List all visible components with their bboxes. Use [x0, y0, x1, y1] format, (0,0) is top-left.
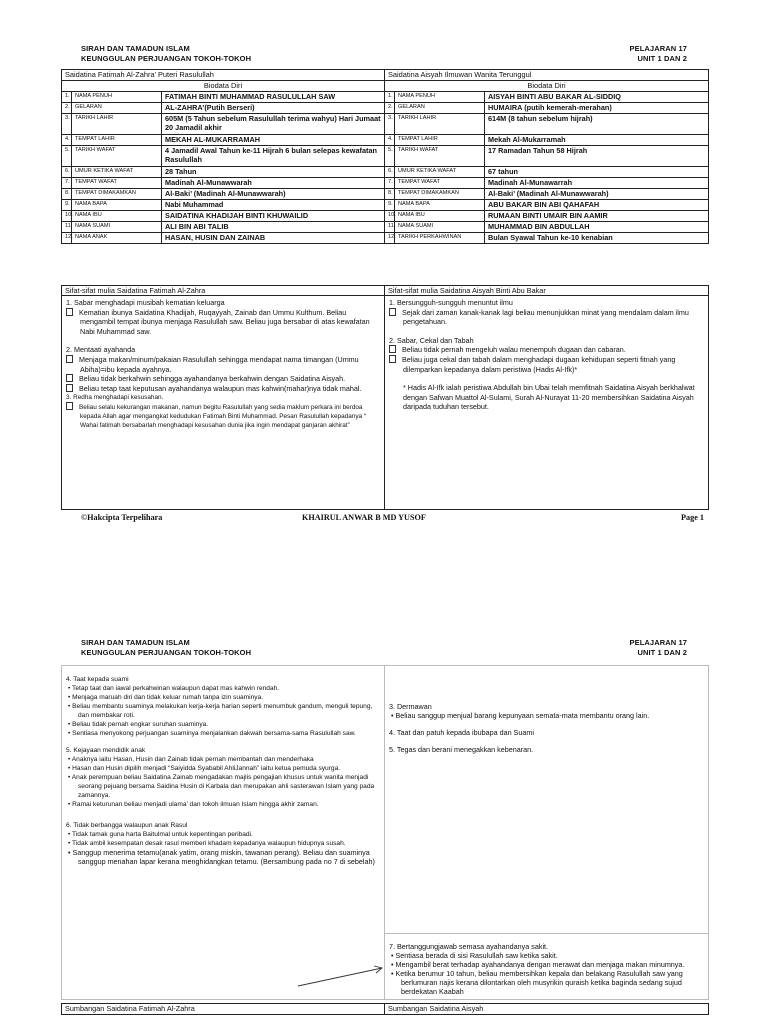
page-2: [0, 540, 768, 1024]
fatimah-contributions-title: Sumbangan Saidatina Fatimah Al-Zahra: [62, 1004, 385, 1015]
list-item: • Anaknya iaitu Hasan, Husin dan Zainab tidak pernah membantah dan menderhaka: [68, 756, 314, 763]
list-item: • Tidak ambil kesempatan desak rasul memberi khadam kepadanya walaupun hidupnya susah.: [68, 840, 346, 847]
trait-heading: 5. Kejayaan mendidik anak: [66, 747, 146, 754]
author-name: KHAIRUL ANWAR B MD YUSOF: [302, 513, 426, 522]
list-item: • Mengambil berat terhadap ayahandanya dengan merawat dan menjaga makan minumnya.: [391, 960, 685, 969]
subject-title: SIRAH DAN TAMADUN ISLAM: [81, 638, 190, 647]
trait-heading: 3. Dermawan: [389, 702, 432, 711]
checkbox-bullet-icon: [66, 374, 73, 382]
list-item: • Beliau tidak pernah engkar suruhan suaminya.: [68, 721, 209, 728]
checkbox-bullet-icon: [389, 345, 396, 353]
trait-point: Beliau tidak pernah mengeluh walau menempuh dugaan dan cabaran.: [402, 345, 626, 355]
page-number: Page 1: [681, 513, 704, 522]
copyright-text: ©Hakcipta Terpelihara: [81, 513, 163, 522]
list-item: • Sentiasa menyokong perjuangan suaminya menjalankan dakwah bersama-sama Rasulullah saw.: [68, 730, 356, 737]
biodata-subheading: Biodata Diri: [62, 81, 385, 92]
list-item: • Hasan dan Husin dipilih menjadi “Saiyidda Syababil AhliJannah” iaitu ketua pemuda syurga.: [68, 765, 341, 772]
unit-label: UNIT 1 DAN 2: [637, 648, 687, 657]
aisyah-traits-cell: [385, 296, 709, 510]
list-item: • Sentiasa berada di sisi Rasulullah saw ketika sakit.: [391, 951, 558, 960]
biodata-subheading: Biodata Diri: [385, 81, 709, 92]
fatimah-section-title: Saidatina Fatimah Al-Zahra’ Puteri Rasulullah: [62, 70, 385, 81]
biodata-table: [61, 69, 709, 244]
traits-table: [61, 285, 709, 510]
topic-title: KEUNGGULAN PERJUANGAN TOKOH-TOKOH: [81, 54, 252, 63]
aisyah-section-title: Saidatina Aisyah Ilmuwan Wanita Terunggul: [385, 70, 709, 81]
list-item: • Anak perempuan beliau Saidatina Zainab mengadakan majlis pengajian khusus untuk wanita menjadi seorang pejuang bersama Saidina Husin di Karbala dan merupakan ahli sasterawan Islam yang pada zamannya.: [68, 774, 375, 799]
checkbox-bullet-icon: [389, 308, 396, 316]
trait-heading: 2. Sabar, Cekal dan Tabah: [389, 335, 474, 345]
hadis-ifk-note: * Hadis Al-Ifk ialah peristiwa Abdullah bin Ubai telah memfitnah Saidatina Aisyah berkhalwat dengan Safwan Muattol Al-Sulami, Surah Al-Nurayat 11-20 membersihkan Saidatina Aisyah daripada tuduhan tersebut.: [403, 383, 695, 412]
list-item: • Beliau membantu suaminya melakukan kerja-kerja harian seperti menumbuk gandum, menguli tepung, dan membakar roti.: [68, 703, 373, 719]
subject-title: SIRAH DAN TAMADUN ISLAM: [81, 44, 190, 53]
topic-title: KEUNGGULAN PERJUANGAN TOKOH-TOKOH: [81, 648, 252, 657]
biodata-row: 12. NAMA ANAK HASAN, HUSIN DAN ZAINAB 12. TARIKH PERKAHWINAN Bulan Syawal Tahun ke-10 kenabian: [62, 233, 709, 244]
trait-point: Beliau tetap taat keputusan ayahandanya walaupun mas kahwin(mahar)nya tidak mahal.: [79, 383, 362, 393]
trait-heading: 4. Taat kepada suami: [66, 676, 129, 683]
trait-point: Kematian ibunya Saidatina Khadijah, Ruqayyah, Zainab dan Ummu Kulthum. Beliau mengambil tempat ibunya menjaga Rasulullah saw. Beliau juga bersabar di atas kewafatan Nabi Muhammad saw.: [79, 307, 370, 336]
biodata-row: 10. NAMA IBU SAIDATINA KHADIJAH BINTI KHUWAILID 10. NAMA IBU RUMAAN BINTI UMAIR BIN AAMIR: [62, 211, 709, 222]
biodata-row: 7. TEMPAT WAFAT Madinah Al-Munawwarah 7. TEMPAT WAFAT Madinah Al-Munawarrah: [62, 178, 709, 189]
checkbox-bullet-icon: [66, 402, 73, 410]
lesson-number: PELAJARAN 17: [629, 638, 687, 647]
trait-heading: 6. Tidak berbangga walaupun anak Rasul: [66, 822, 188, 829]
trait-heading: 1. Sabar menghadapi musibah kematian keluarga: [66, 298, 225, 307]
list-item: • Ramai keturunan beliau menjadi ulama’ dan tokoh ilmuan Islam hingga akhir zaman.: [68, 801, 319, 808]
trait-heading: 3. Redha menghadapi kesusahan.: [66, 394, 164, 402]
trait-heading: 2. Mentaati ayahanda: [66, 345, 136, 355]
biodata-row: 9. NAMA BAPA Nabi Muhammad 9. NAMA BAPA ABU BAKAR BIN ABI QAHAFAH: [62, 200, 709, 211]
trait-point: Menjaga makan/minum/pakaian Rasulullah sehingga mendapat nama timangan (Ummu Abiha)=ibu kepada ayahnya.: [79, 354, 359, 374]
biodata-row: 8. TEMPAT DIMAKAMKAN Al-Baki’ (Madinah Al-Munawwarah) 8. TEMPAT DIMAKAMKAN Al-Baki’ (Madinah Al-Munawwarah): [62, 189, 709, 200]
trait-point: Beliau selalu kekurangan makanan, namun begitu Rasulullah yang sedia maklum perkara ini berdoa kepada Allah agar mengangkat kedudukan Fatimah Binti Muhammad. Pesan Rasulullah kepadanya “ Wahai fatimah bersabarlah menghadapi kesusahan dunia jika ingin mendapat ganjaran akhirat”: [79, 404, 366, 430]
fatimah-traits-cell: [62, 296, 385, 510]
trait-point: Beliau juga cekal dan tabah dalam menghadapi dugaan kehidupan seperti fitnah yang dilemparkan kepadanya dalam peristiwa (Hadis Al-Ifk)*: [402, 354, 676, 374]
fatimah-traits-title: Sifat-sifat mulia Saidatina Fatimah Al-Zahra: [62, 286, 385, 296]
aisyah-trait-7-cell: [385, 934, 709, 1000]
continuation-arrow-icon: [296, 960, 386, 990]
trait-heading: 5. Tegas dan berani menegakkan kebenaran.: [389, 745, 534, 754]
trait-point: Sejak dari zaman kanak-kanak lagi beliau menunjukkan minat yang mendalam dalam ilmu pengetahuan.: [402, 307, 689, 327]
biodata-row: 11. NAMA SUAMI ALI BIN ABI TALIB 11. NAMA SUAMI MUHAMMAD BIN ABDULLAH: [62, 222, 709, 233]
checkbox-bullet-icon: [66, 355, 73, 363]
aisyah-contributions-title: Sumbangan Saidatina Aisyah: [385, 1004, 709, 1015]
biodata-row: 4. TEMPAT LAHIR MEKAH AL-MUKARRAMAH 4. TEMPAT LAHIR Mekah Al-Mukarramah: [62, 135, 709, 146]
biodata-row: 3. TARIKH LAHIR 605M (5 Tahun sebelum Rasulullah terima wahyu) Hari Jumaat 20 Jamadil akhir 3. TARIKH LAHIR 614M (8 tahun sebelum hijrah): [62, 114, 709, 135]
biodata-row: 1. NAMA PENUH FATIMAH BINTI MUHAMMAD RASULULLAH SAW 1. NAMA PENUH AISYAH BINTI ABU BAKAR AL-SIDDIQ: [62, 92, 709, 103]
list-item: • Sanggup menerima tetamu(anak yatim, orang miskin, tawanan perang). Beliau dan suaminya sanggup menahan lapar kerana menghidangkan tetamu. (Bersambung pada no 7 di sebelah): [68, 848, 375, 866]
biodata-row: 5. TARIKH WAFAT 4 Jamadil Awal Tahun ke-11 Hijrah 6 bulan selepas kewafatan Rasulullah 5. TARIKH WAFAT 17 Ramadan Tahun 58 Hijrah: [62, 146, 709, 167]
biodata-row: 2. GELARAN AL-ZAHRA’(Putih Berseri) 2. GELARAN HUMAIRA (putih kemerah-merahan): [62, 103, 709, 114]
list-item: • Menjaga maruah diri dan tidak keluar rumah tanpa izin suaminya.: [68, 694, 264, 701]
aisyah-traits-title: Sifat-sifat mulia Saidatina Aisyah Binti Abu Bakar: [385, 286, 709, 296]
contributions-table: [61, 1003, 709, 1015]
fatimah-traits-cont-cell: [62, 666, 385, 1000]
lesson-number: PELAJARAN 17: [629, 44, 687, 53]
list-item: • Tetap taat dan iawal perkahwinan walaupun dapat mas kahwin rendah.: [68, 685, 280, 692]
trait-heading: 1. Bersungguh-sungguh menuntut ilmu: [389, 298, 513, 307]
trait-point: Beliau tidak berkahwin sehingga ayahandanya berkahwin dengan Saidatina Aisyah.: [79, 374, 346, 384]
unit-label: UNIT 1 DAN 2: [637, 54, 687, 63]
trait-heading: 4. Taat dan patuh kepada ibubapa dan Suami: [389, 728, 534, 737]
traits-continued-table: [61, 665, 709, 1000]
list-item: • Tidak tamak guna harta Baitulmal untuk kepentingan peribadi.: [68, 831, 253, 838]
checkbox-bullet-icon: [66, 384, 73, 392]
list-item: • Ketika berumur 10 tahun, beliau membersihkan kepala dan belakang Rasulullah saw yang berlumuran najis kerana dilontarkan oleh musyrikin quraish ketika baginda sedang sujud berdekatan Kaabah: [391, 969, 683, 996]
aisyah-traits-cont-cell: [385, 666, 709, 934]
list-item: • Beliau sanggup menjual barang kepunyaan semata-mata membantu orang lain.: [391, 711, 650, 720]
checkbox-bullet-icon: [389, 355, 396, 363]
trait-heading: 7. Bertanggungjawab semasa ayahandanya sakit.: [389, 942, 549, 951]
biodata-row: 6. UMUR KETIKA WAFAT 28 Tahun 6. UMUR KETIKA WAFAT 67 tahun: [62, 167, 709, 178]
checkbox-bullet-icon: [66, 308, 73, 316]
